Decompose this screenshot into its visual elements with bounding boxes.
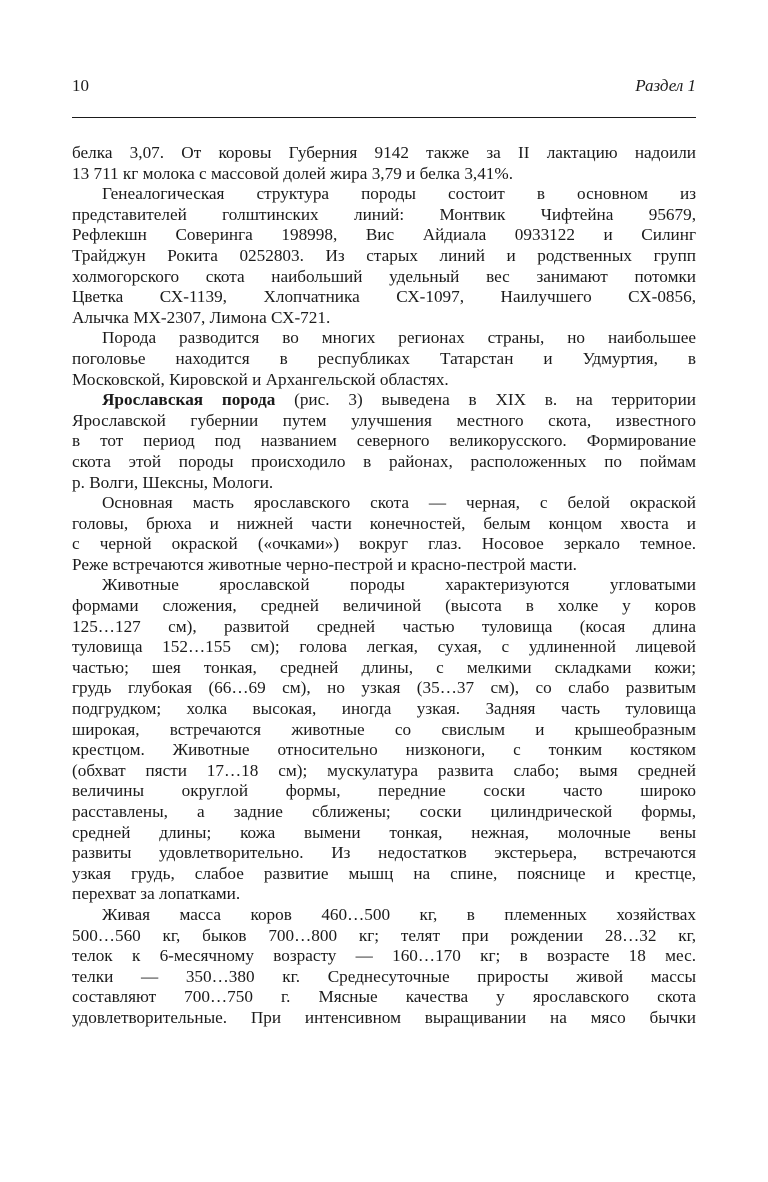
- paragraph: [72, 493, 696, 575]
- text-line: поголовье находится в республиках Татарстан и Удмуртия, в: [72, 348, 696, 368]
- paragraph: [72, 143, 696, 184]
- text-line: р. Волги, Шексны, Мологи.: [72, 472, 274, 492]
- text-line: Живая масса коров 460…500 кг, в племенных хозяйствах: [102, 904, 696, 924]
- text-line: крестцом. Животные относительно низконоги, с тонким костяком: [72, 740, 696, 760]
- text-line: Реже встречаются животные черно-пестрой и красно-пестрой масти.: [72, 554, 577, 574]
- text-line: составляют 700…750 г. Мясные качества у ярославского скота: [72, 987, 696, 1007]
- text-line: формами сложения, средней величиной (высота в холке у коров: [72, 596, 696, 616]
- breed-name-heading: Ярославская порода: [102, 390, 276, 410]
- text-line: Генеалогическая структура породы состоит в основном из: [102, 184, 696, 204]
- paragraph: [72, 328, 696, 390]
- text-line: перехват за лопатками.: [72, 884, 241, 904]
- text-run: (рис. 3) выведена в XIX в. на территории: [275, 390, 696, 410]
- text-line: подгрудком; холка высокая, иногда узкая. Задняя часть туловища: [72, 699, 696, 719]
- text-line: 13 711 кг молока с массовой долей жира 3,79 и белка 3,41%.: [72, 163, 514, 183]
- text-line: Московской, Кировской и Архангельской областях.: [72, 369, 449, 389]
- text-line: в тот период под названием северного великорусского. Формирование: [72, 431, 696, 451]
- text-line: Порода разводится во многих регионах страны, но наибольшее: [102, 328, 696, 348]
- text-line: узкая грудь, слабое развитие мышц на спине, пояснице и крестце,: [72, 863, 696, 883]
- text-line: грудь глубокая (66…69 см), но узкая (35…37 см), со слабо развитым: [72, 678, 696, 698]
- text-line: Животные ярославской породы характеризуются угловатыми: [102, 575, 696, 595]
- page-header: [72, 76, 696, 100]
- text-line: широкая, встречаются животные со свислым и крышеобразным: [72, 719, 696, 739]
- text-line: расставлены, а задние сближены; соски цилиндрической формы,: [72, 802, 696, 821]
- text-line: Алычка МХ-2307, Лимона СХ-721.: [72, 307, 331, 327]
- section-title: Раздел 1: [635, 76, 696, 95]
- text-line: (обхват пясти 17…18 см); мускулатура развита слабо; вымя средней: [72, 760, 696, 780]
- text-line: средней длины; кожа вымени тонкая, нежная, молочные вены: [72, 822, 696, 842]
- text-line: 500…560 кг, быков 700…800 кг; телят при рождении 28…32 кг,: [72, 925, 696, 945]
- text-line: удовлетворительные. При интенсивном выращивании на мясо бычки: [72, 1007, 696, 1027]
- paragraph: [72, 390, 696, 493]
- text-line: [72, 390, 696, 411]
- text-line: Рефлекшн Соверинга 198998, Вис Айдиала 0933122 и Силинг: [72, 225, 696, 245]
- text-line: представителей голштинских линий: Монтвик Чифтейна 95679,: [72, 204, 696, 224]
- text-line: с черной окраской («очками») вокруг глаз. Носовое зеркало темное.: [72, 534, 696, 554]
- text-line: белка 3,07. От коровы Губерния 9142 также за II лактацию надоили: [72, 143, 696, 162]
- text-line: Цветка СХ-1139, Хлопчатника СХ-1097, Наилучшего СХ-0856,: [72, 287, 696, 307]
- text-line: холмогорского скота наибольший удельный вес занимают потомки: [72, 266, 696, 286]
- text-line: телок к 6-месячному возрасту — 160…170 кг; в возрасте 18 мес.: [72, 946, 696, 966]
- paragraph: [72, 184, 696, 328]
- text-line: 125…127 см), развитой средней частью туловища (косая длина: [72, 616, 696, 636]
- text-line: туловища 152…155 см); голова легкая, сухая, с удлиненной лицевой: [72, 637, 696, 657]
- paragraph: [72, 905, 696, 1029]
- text-line: частью; шея тонкая, средней длины, с мелкими складками кожи;: [72, 657, 696, 677]
- text-line: телки — 350…380 кг. Среднесуточные приросты живой массы: [72, 966, 696, 986]
- text-line: развиты удовлетворительно. Из недостатков экстерьера, встречаются: [72, 843, 696, 863]
- text-line: величины округлой формы, передние соски часто широко: [72, 781, 696, 801]
- header-divider: [72, 117, 696, 118]
- text-line: головы, брюха и нижней части конечностей, белым концом хвоста и: [72, 513, 696, 533]
- body-text: [72, 143, 696, 1029]
- paragraph: [72, 575, 696, 905]
- text-line: Ярославской губернии путем улучшения местного скота, известного: [72, 410, 696, 430]
- page-number: 10: [72, 76, 89, 95]
- text-line: Трайджун Рокита 0252803. Из старых линий и родственных групп: [72, 245, 696, 265]
- text-line: Основная масть ярославского скота — черная, с белой окраской: [102, 493, 696, 513]
- text-line: скота этой породы происходило в районах, расположенных по поймам: [72, 451, 696, 471]
